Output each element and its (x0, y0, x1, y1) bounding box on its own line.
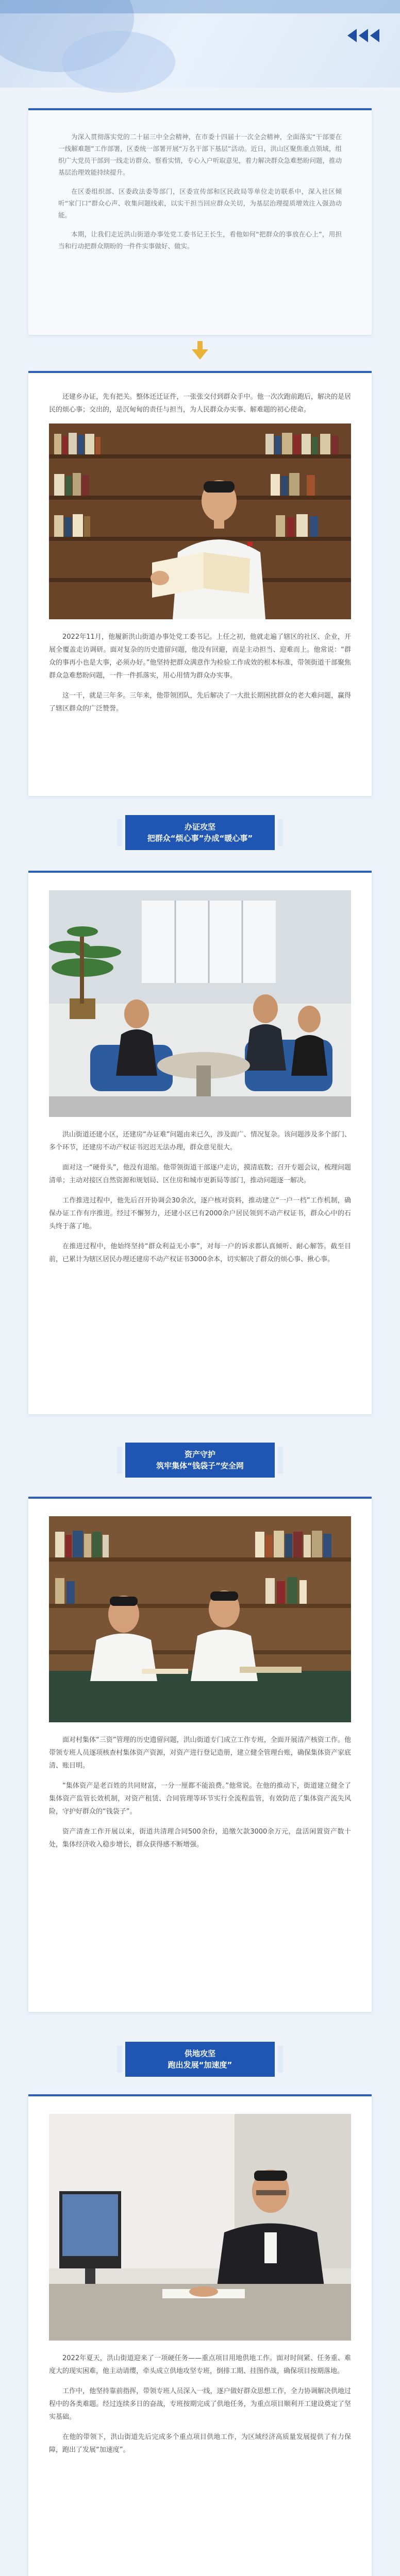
section-1-paragraph: 这一干，就是三年多。三年来，他带领团队，先后解决了一大批长期困扰群众的老大难问题，赢得了辖区群众的广泛赞誉。 (49, 692, 351, 713)
section-4-paragraph: 工作中，他坚持靠前指挥，带领专班人员深入一线，逐户做好群众思想工作，全力协调解决供地过程中的各类难题。经过连续多日的奋战，专班按期完成了供地任务，为重点项目顺利开工建设奠定了坚实基础。 (49, 2387, 351, 2421)
section-2-heading-badge (125, 815, 275, 850)
desk-work-photo (49, 2114, 351, 2341)
intro-paragraph: 在区委组织部、区委政法委等部门，区委宣传部和区民政局等单位走访联系中，深入社区倾听“家门口”群众心声、收集问题线索，以实干担当回应群众关切，为基层治理提质增效注入强劲动能。 (58, 188, 342, 219)
header-arrows-icon (347, 29, 379, 42)
section-4-heading-badge (125, 2042, 275, 2077)
section-2-paragraph: 面对这一“硬骨头”，他没有退缩。他带领街道干部逐户走访，摸清底数；召开专题会议，梳理问题清单；主动对接区自然资源和规划局、区住房和城市更新局等部门，推动问题逐一解决。 (49, 1164, 351, 1184)
section-2-paragraph: 在推进过程中，他始终坚持“群众利益无小事”，对每一户的诉求都认真倾听、耐心解答。截至目前，已累计为辖区居民办理还建房不动产权证书3000余本，切实解决了群众的烦心事、揪心事。 (49, 1243, 351, 1263)
portrait-reading-photo (49, 423, 351, 619)
section-4-paragraph: 2022年夏天，洪山街道迎来了一项硬任务——重点项目用地供地工作。面对时间紧、任务重、难度大的现实困难，他主动请缨，牵头成立供地攻坚专班，倒排工期、挂图作战，确保项目按期落地。 (49, 2354, 351, 2375)
intro-paragraph: 为深入贯彻落实党的二十届三中全会精神，在市委十四届十一次全会精神，全面落实“干部要在一线解难题”工作部署，区委统一部署开展“万名干部下基层”活动。近日，洪山区聚焦重点领域，组织广大党员干部到一线走访群众、察看实情，专心入户听取意见，着力解决群众急难愁盼问题，推动基层治理效能持续提升。 (58, 133, 342, 176)
section-4-heading: 供地攻坚 (184, 2049, 215, 2058)
header-banner (0, 0, 400, 88)
section-3-heading-badge (125, 1443, 275, 1478)
arrow-down-icon (192, 341, 208, 362)
section-2-paragraph: 洪山街道还建小区，还建房“办证难”问题由来已久，涉及面广、情况复杂。该问题涉及多个部门、多个环节，还建房不动产权证书迟迟无法办理，群众意见很大。 (49, 1131, 351, 1151)
section-2-heading: 办证攻坚 (184, 822, 215, 832)
section-3-paragraph: 面对村集体“三资”管理的历史遗留问题，洪山街道专门成立工作专班，全面开展清产核资工作。他带领专班人员逐项核查村集体资产资源，对资产进行登记造册，建立健全管理台账，确保集体资产家底清、账目明。 (49, 1736, 351, 1770)
section-1-card (28, 371, 372, 796)
section-3-subheading: 筑牢集体“钱袋子”安全网 (156, 1461, 244, 1470)
section-4-subheading: 跑出发展“加速度” (168, 2060, 232, 2070)
bookshelf-meeting-photo (49, 1516, 351, 1722)
section-3-card (28, 1497, 372, 2012)
section-3-paragraph: “集体资产是老百姓的共同财富，一分一厘都不能浪费。”他常说。在他的推动下，街道建立健全了集体资产监管长效机制，对资产租赁、合同管理等环节实行全流程监管，有效防范了集体资产流失风险，守护好群众的“钱袋子”。 (49, 1782, 351, 1816)
section-2-paragraph: 工作推进过程中，他先后召开协调会30余次，逐户核对资料，推动建立“一户一档”工作机制，确保办证工作有序推进。经过不懈努力，还建小区已有2000余户居民领到不动产权证书，群众心中的石头终于落了地。 (49, 1197, 351, 1230)
header-blob-light (62, 31, 175, 93)
section-4-paragraph: 在他的带领下，洪山街道先后完成多个重点项目供地工作，为区域经济高质量发展提供了有力保障，跑出了发展“加速度”。 (49, 2433, 351, 2454)
section-2-card (28, 871, 372, 1414)
section-1-paragraph: 2022年11月，他履新洪山街道办事处党工委书记。上任之初，他就走遍了辖区的社区、企业，开展全覆盖走访调研。面对复杂的历史遗留问题，他没有回避，而是主动担当、迎难而上。他常说：“群众的事再小也是大事，必须办好。”他坚持把群众满意作为检验工作成效的根本标准，带领街道干部聚焦群众急难愁盼问题，一件一件抓落实，用心用情为群众办实事。 (49, 633, 351, 680)
intro-paragraph: 本期，让我们走近洪山街道办事处党工委书记王长生，看他如何“把群众的事放在心上”，用担当和行动把群众期盼的一件件实事做好、做实。 (58, 230, 342, 250)
section-4-card (28, 2094, 372, 2576)
section-2-subheading: 把群众“烦心事”办成“暖心事” (147, 834, 253, 843)
section-3-heading: 资产守护 (184, 1450, 215, 1459)
section-1-paragraph: 还建乡办证，先有把关。整体还迁证件，一张张交付到群众手中。他一次次跑前跑后，解决的是居民的烦心事；交出的，是沉甸甸的责任与担当，为人民群众办实事、解难题的初心使命。 (49, 393, 351, 414)
intro-card (28, 108, 372, 335)
office-meeting-photo (49, 890, 351, 1117)
section-3-paragraph: 资产清查工作开展以来，街道共清理合同500余份，追缴欠款3000余万元，盘活闲置资产数十处，集体经济收入稳步增长，群众获得感不断增强。 (49, 1828, 351, 1849)
